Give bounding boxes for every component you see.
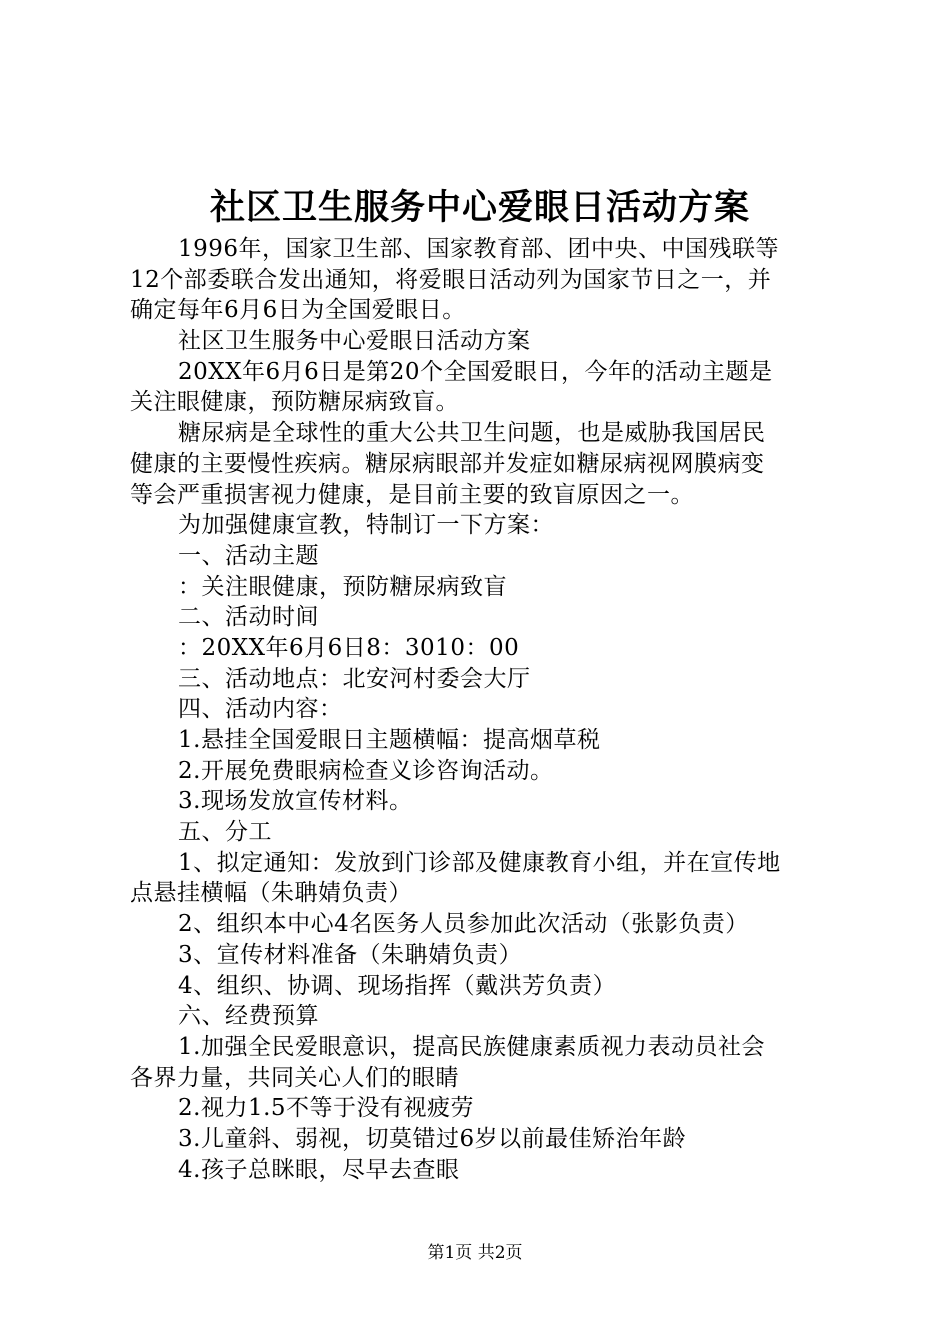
paragraph bbox=[130, 1155, 832, 1186]
text-line: 4.孩子总眯眼，尽早去查眼 bbox=[178, 1156, 460, 1183]
paragraph bbox=[130, 940, 832, 971]
text-line: 1、拟定通知：发放到门诊部及健康教育小组，并在宣传地 bbox=[178, 849, 781, 876]
text-line: ：20XX年6月6日8：3010：00 bbox=[178, 634, 520, 661]
text-line: 三、活动地点：北安河村委会大厅 bbox=[178, 665, 531, 692]
text-line: 1.加强全民爱眼意识，提高民族健康素质视力表动员社会 bbox=[178, 1033, 765, 1060]
text-line: 社区卫生服务中心爱眼日活动方案 bbox=[178, 328, 531, 355]
paragraph bbox=[130, 971, 832, 1002]
text-line: 2、组织本中心4名医务人员参加此次活动（张影负责） bbox=[178, 911, 749, 938]
paragraph bbox=[130, 602, 832, 633]
text-line: 四、活动内容： bbox=[178, 696, 343, 723]
text-line: 3.现场发放宣传材料。 bbox=[178, 788, 413, 815]
document-body bbox=[130, 234, 832, 1185]
paragraph bbox=[130, 510, 832, 541]
text-line: 一、活动主题 bbox=[178, 542, 319, 569]
text-line: 2.视力1.5不等于没有视疲劳 bbox=[178, 1095, 475, 1122]
paragraph bbox=[130, 633, 832, 664]
text-line: 各界力量，共同关心人们的眼睛 bbox=[130, 1064, 459, 1091]
text-line: 点悬挂横幅（朱聃婧负责） bbox=[130, 880, 412, 907]
text-line: 二、活动时间 bbox=[178, 604, 319, 631]
paragraph bbox=[130, 694, 832, 725]
paragraph bbox=[130, 1001, 832, 1032]
text-line: ：关注眼健康，预防糖尿病致盲 bbox=[178, 573, 507, 600]
paragraph bbox=[130, 1124, 832, 1155]
paragraph bbox=[130, 786, 832, 817]
paragraph bbox=[130, 664, 832, 695]
text-line: 20XX年6月6日是第20个全国爱眼日，今年的活动主题是 bbox=[178, 358, 773, 385]
text-line: 确定每年6月6日为全国爱眼日。 bbox=[130, 297, 466, 324]
text-line: 关注眼健康，预防糖尿病致盲。 bbox=[130, 389, 459, 416]
page-footer: 第1页 共2页 bbox=[427, 1243, 523, 1263]
paragraph bbox=[130, 326, 832, 357]
paragraph bbox=[130, 541, 832, 572]
text-line: 3、宣传材料准备（朱聃婧负责） bbox=[178, 941, 523, 968]
paragraph bbox=[130, 572, 832, 603]
paragraph bbox=[130, 725, 832, 756]
paragraph bbox=[130, 756, 832, 787]
paragraph bbox=[130, 234, 832, 326]
paragraph bbox=[130, 418, 832, 510]
text-line: 2.开展免费眼病检查义诊咨询活动。 bbox=[178, 757, 554, 784]
text-line: 健康的主要慢性疾病。糖尿病眼部并发症如糖尿病视网膜病变 bbox=[130, 450, 765, 477]
text-line: 六、经费预算 bbox=[178, 1003, 319, 1030]
text-line: 4、组织、协调、现场指挥（戴洪芳负责） bbox=[178, 972, 617, 999]
text-line: 五、分工 bbox=[178, 819, 272, 846]
text-line: 3.儿童斜、弱视，切莫错过6岁以前最佳矫治年龄 bbox=[178, 1125, 687, 1152]
paragraph bbox=[130, 357, 832, 418]
paragraph bbox=[130, 909, 832, 940]
text-line: 糖尿病是全球性的重大公共卫生问题，也是威胁我国居民 bbox=[178, 420, 766, 447]
paragraph bbox=[130, 848, 832, 909]
paragraph bbox=[130, 817, 832, 848]
document-title: 社区卫生服务中心爱眼日活动方案 bbox=[209, 187, 750, 228]
text-line: 等会严重损害视力健康，是目前主要的致盲原因之一。 bbox=[130, 481, 694, 508]
text-line: 1996年，国家卫生部、国家教育部、团中央、中国残联等 bbox=[178, 236, 780, 262]
paragraph bbox=[130, 1093, 832, 1124]
text-line: 12个部委联合发出通知，将爱眼日活动列为国家节日之一，并 bbox=[130, 266, 772, 293]
paragraph bbox=[130, 1032, 832, 1093]
text-line: 为加强健康宣教，特制订一下方案： bbox=[178, 512, 554, 539]
text-line: 1.悬挂全国爱眼日主题横幅：提高烟草税 bbox=[178, 727, 601, 753]
